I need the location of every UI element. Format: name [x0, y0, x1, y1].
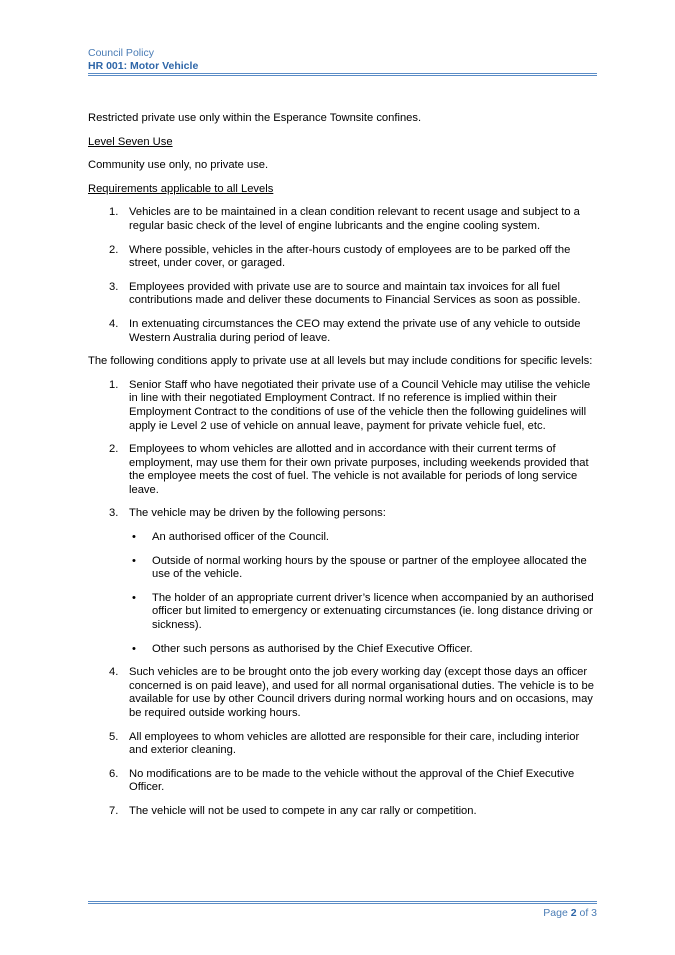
- item-text: Employees provided with private use are to source and maintain tax invoices for all fuel contributions made and deliver these documents to Financial Services as soon as possible.: [129, 280, 581, 307]
- page-current: 2: [570, 907, 577, 919]
- item-number: 4.: [109, 317, 119, 330]
- bullet-icon: •: [132, 531, 136, 544]
- bullet-text: Outside of normal working hours by the spouse or partner of the employee allocated the use of the vehicle.: [152, 554, 587, 581]
- item-number: 7.: [109, 804, 119, 817]
- footer-rule: [88, 901, 597, 904]
- list-item: [88, 805, 598, 819]
- bullet-item: [129, 643, 598, 657]
- item-number: 5.: [109, 730, 119, 743]
- conditions-list: [88, 379, 598, 819]
- bullet-text: Other such persons as authorised by the Chief Executive Officer.: [152, 642, 473, 655]
- item-text: Senior Staff who have negotiated their private use of a Council Vehicle may utilise the vehicle in line with their negotiated Employment Contract. If no reference is implied within their Employment Contract to the conditions of use of the vehicle then the following guidelines will apply ie Level 2 use of vehicle on annual leave, payment for private vehicle fuel, etc.: [129, 378, 591, 432]
- header-policy-title: HR 001: Motor Vehicle: [88, 60, 199, 72]
- bullet-item: [129, 555, 598, 582]
- page-word: Page: [543, 907, 568, 919]
- bullet-item: [129, 592, 598, 633]
- list-item: [88, 666, 598, 720]
- header-rule: [88, 73, 597, 76]
- item-text: In extenuating circumstances the CEO may extend the private use of any vehicle to outside Western Australia during period of leave.: [129, 317, 581, 344]
- level-seven-text: Community use only, no private use.: [88, 159, 269, 172]
- bullet-text: The holder of an appropriate current driver’s licence when accompanied by an authorised officer but limited to emergency or extenuating circumstances (ie. long distance driving or sickness).: [152, 591, 594, 632]
- item-number: 4.: [109, 666, 119, 679]
- header-policy-label: Council Policy: [88, 47, 154, 59]
- document-body: [88, 112, 598, 829]
- item-text: All employees to whom vehicles are allotted are responsible for their care, including interior and exterior cleaning.: [129, 730, 580, 757]
- bullet-text: An authorised officer of the Council.: [152, 531, 330, 544]
- requirements-heading: Requirements applicable to all Levels: [88, 182, 274, 195]
- bullet-icon: •: [132, 554, 136, 567]
- item-text: Employees to whom vehicles are allotted and in accordance with their current terms of employment, may use them for their own private purposes, including weekends provided that the employee meets the cost of fuel. The vehicle is not available for periods of long service leave.: [129, 443, 589, 496]
- item-number: 1.: [109, 206, 119, 219]
- list-item: [88, 244, 598, 271]
- list-item: [88, 768, 598, 795]
- list-item: [88, 206, 598, 233]
- item-text: No modifications are to be made to the vehicle without the approval of the Chief Executive Officer.: [129, 767, 575, 794]
- item-number: 3.: [109, 280, 119, 293]
- conditions-intro: The following conditions apply to private use at all levels but may include conditions for specific levels:: [88, 355, 593, 368]
- item-text: Such vehicles are to be brought onto the job every working day (except those days an officer concerned is on paid leave), and used for all normal organisational duties. The vehicle is to be available for use by other Council drivers during normal working hours and on occasions, may be required outside working hours.: [129, 666, 594, 719]
- item-number: 2.: [109, 243, 119, 256]
- item-text: Vehicles are to be maintained in a clean condition relevant to recent usage and subject to a regular basic check of the level of engine lubricants and the engine cooling system.: [129, 206, 580, 232]
- page-number: [543, 907, 597, 919]
- list-item: [88, 731, 598, 758]
- list-item: [88, 379, 598, 433]
- bullet-item: [129, 531, 598, 545]
- item-number: 3.: [109, 507, 119, 520]
- list-item: [88, 443, 598, 497]
- list-item: [88, 318, 598, 345]
- item-number: 2.: [109, 443, 119, 456]
- item-text: The vehicle may be driven by the following persons:: [129, 507, 386, 520]
- bullet-icon: •: [132, 591, 136, 604]
- drivers-list: [129, 531, 598, 656]
- list-item: [88, 281, 598, 308]
- requirements-list: [88, 206, 598, 345]
- item-number: 1.: [109, 378, 119, 391]
- item-number: 6.: [109, 767, 119, 780]
- level-seven-heading: Level Seven Use: [88, 135, 173, 148]
- intro-paragraph: Restricted private use only within the Esperance Townsite confines.: [88, 112, 422, 124]
- page-header: [88, 47, 597, 73]
- bullet-icon: •: [132, 642, 136, 655]
- page-total: of 3: [579, 907, 597, 919]
- list-item: [88, 507, 598, 656]
- item-text: The vehicle will not be used to compete in any car rally or competition.: [129, 804, 477, 817]
- item-text: Where possible, vehicles in the after-hours custody of employees are to be parked off the street, under cover, or garaged.: [129, 243, 571, 270]
